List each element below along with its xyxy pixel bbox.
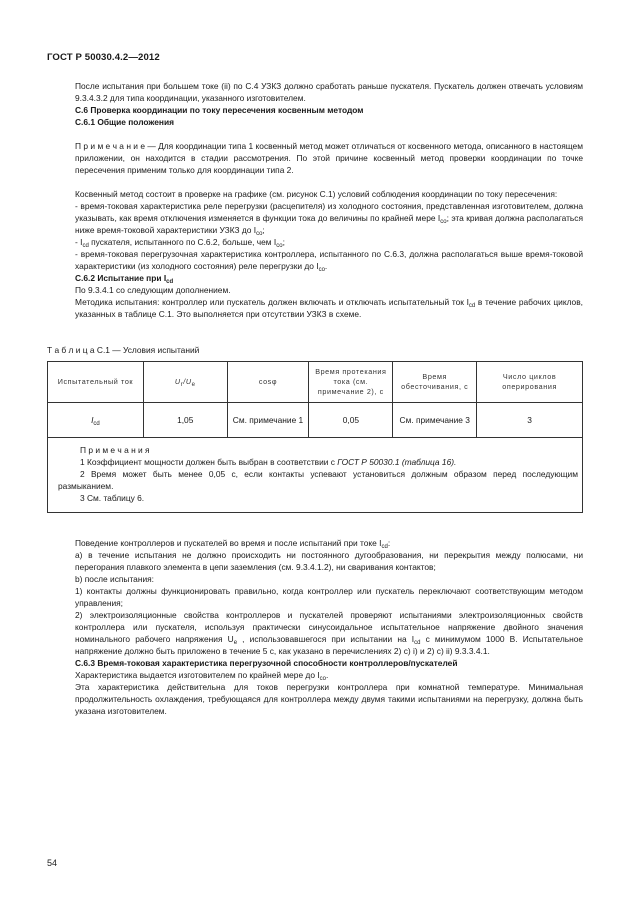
cell-current-time: 0,05 [309, 403, 393, 438]
header-current-time: Время протекания тока (см. примечание 2), с [309, 362, 393, 403]
list-item-b1: 1) контакты должны функционировать правильно, когда контроллер или пускатель переключают соответствующим методом управления; [75, 586, 583, 608]
table-notes-row [48, 438, 583, 513]
paragraph-addition: По 9.3.4.1 со следующим дополнением. [75, 285, 231, 295]
list-item-b: b) после испытания: [75, 574, 155, 584]
header-voltage-ratio: $U_r/U_e$ [143, 362, 227, 403]
header-deenergized-time: Время обесточивания, с [393, 362, 477, 403]
note-text: — Для координации типа 1 косвенный метод может отличаться от косвенного метода, описанного в настоящем приложении, он находится в стадии рассмотрения. По этой причине косвенный метод проверки координации по точке пересечения применим только для координации типа 2. [75, 141, 583, 175]
page-number: 54 [47, 858, 58, 868]
heading-c6-3: С.6.3 Время-токовая характеристика перегрузочной способности контроллеров/пускателей [75, 658, 458, 668]
note-paragraph [75, 140, 583, 176]
paragraph-test-method: Методика испытания: контроллер или пускатель должен включать и отключать испытательный ток $I_{cd}$ в течение рабочих циклов, указанных в таблице С.1. Это выполняется при отсутствии УЗКЗ в схеме. [75, 297, 583, 319]
note-label: П р и м е ч а н и е [75, 141, 145, 151]
document-header: ГОСТ Р 50030.4.2—2012 [47, 52, 160, 63]
table-note-1: 1 Коэффициент мощности должен быть выбран в соответствии с ГОСТ Р 50030.1 (таблица 16). [80, 457, 457, 467]
header-cycles: Число циклов оперирования [477, 362, 583, 403]
paragraph-behavior: Поведение контроллеров и пускателей во время и после испытаний при токе $I_{cd}$: [75, 538, 391, 550]
table-row [48, 403, 583, 438]
cell-test-current: $I_{cd}$ [48, 403, 144, 438]
cell-deenergized-time: См. примечание 3 [393, 403, 477, 438]
paragraph-indirect-method: Косвенный метод состоит в проверке на графике (см. рисунок С.1) условий соблюдения координации по току пересечения: [75, 189, 558, 199]
cell-cycles: 3 [477, 403, 583, 438]
list-item-b2: 2) электроизоляционные свойства контроллеров и пускателей проверяют испытаниями электроизоляционных свойств контроллера или пускателя, используя практически синусоидальное испытательное напряжение двойного значения номинального рабочего напряжения $U_e$ , использовавшегося при испытании на $I_{cd}$ с минимумом 1000 В. Испытательное напряжение должно быть приложено в течение 5 с, как указано в перечислениях 2) с) i) и 2) с) ii) 9.3.3.4.1. [75, 610, 584, 656]
notes-label: П р и м е ч а н и я [80, 445, 150, 455]
list-item-2: - $I_{cd}$ пускателя, испытанного по С.6.2, больше, чем $I_{co}$; [75, 237, 285, 249]
list-item-1: - время-токовая характеристика реле перегрузки (расцепителя) из холодного состояния, представленная изготовителем, должна указывать, как время отключения изменяется в функции тока до величины по крайней мере $I_{co}$; эта кривая должна располагаться ниже время-токовой характеристики УЗКЗ до $I_{co}$; [75, 201, 584, 237]
table-notes [48, 438, 583, 513]
paragraph-overload: Эта характеристика действительна для токов перегрузки контроллера при комнатной температуре. Минимальная продолжительность охлаждения, требующаяся для контроллера между двумя такими испытаниями на перегрузку, должна быть указана изготовителем. [75, 682, 583, 716]
header-test-current: Испытательный ток [48, 362, 144, 403]
heading-c6: С.6 Проверка координации по току пересечения косвенным методом [75, 105, 364, 115]
conditions-table [47, 361, 583, 513]
paragraph-after-test: После испытания при большем токе (ii) по С.4 УЗКЗ должно сработать раньше пускателя. Пускатель должен отвечать условиям 9.3.4.3.2 для типа координации, указанного изготовителем. [75, 81, 583, 103]
document-body [47, 80, 584, 717]
table-note-2: 2 Время может быть менее 0,05 с, если контакты успевают установиться должным образом перед последующим размыканием. [58, 469, 578, 491]
table-caption: Т а б л и ц а С.1 — Условия испытаний [47, 345, 200, 355]
heading-c6-1: С.6.1 Общие положения [75, 117, 174, 127]
table-header-row [48, 362, 583, 403]
heading-c6-2: С.6.2 Испытание при $I_{cd}$ [75, 273, 174, 285]
table-note-3: 3 См. таблицу 6. [80, 493, 145, 503]
cell-cos-phi: См. примечание 1 [227, 403, 309, 438]
list-item-a: a) в течение испытания не должно происходить ни постоянного дугообразования, ни перекрытия между полюсами, ни перегорания плавкого элемента в цепи заземления (см. 9.3.4.1.2), ни сваривания контактов; [75, 550, 583, 572]
paragraph-characteristic: Характеристика выдается изготовителем по крайней мере до $I_{co}$. [75, 670, 329, 682]
cell-voltage-ratio: 1,05 [143, 403, 227, 438]
list-item-3: - время-токовая перегрузочная характеристика контроллера, испытанного по С.6.3, должна располагаться выше время-токовой характеристики (из холодного состояния) реле перегрузки до $I_{co}$. [75, 249, 583, 273]
header-cos-phi: cosφ [227, 362, 309, 403]
